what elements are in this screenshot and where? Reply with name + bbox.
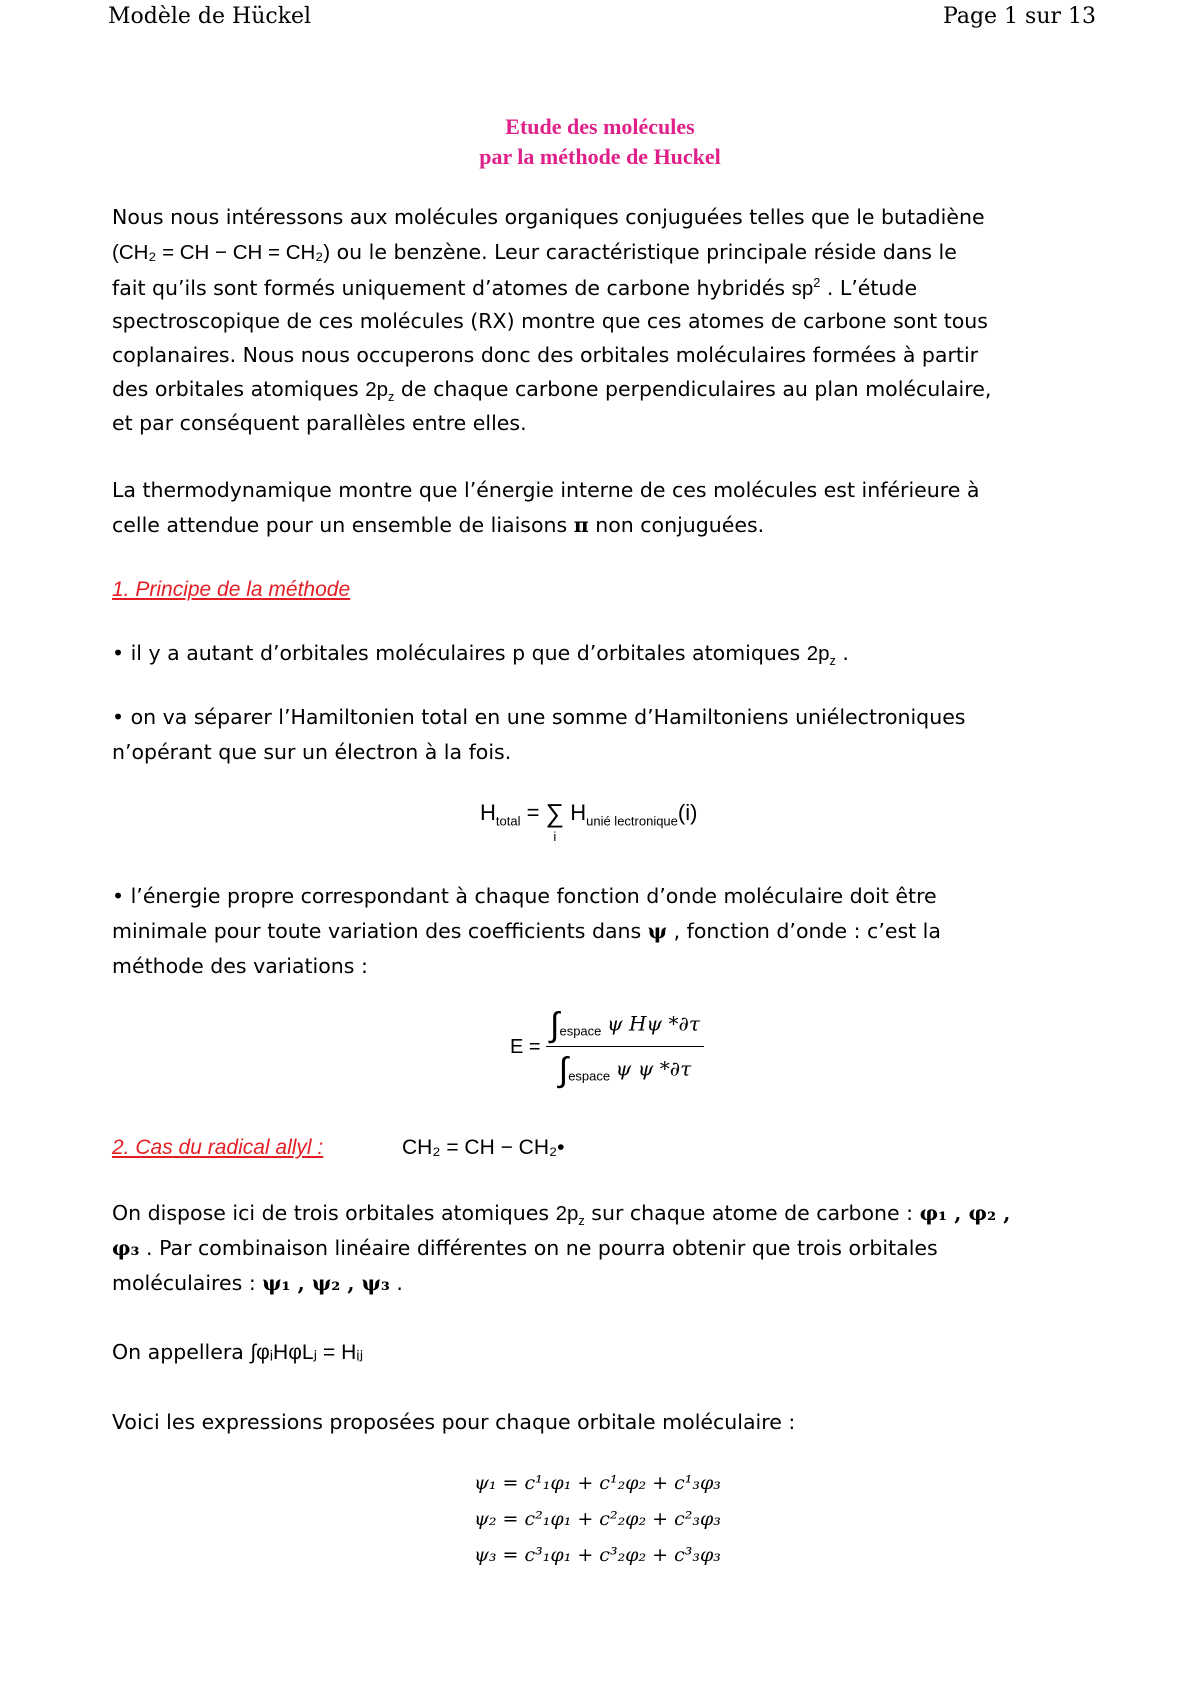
running-header-title: Modèle de Hückel [108, 4, 312, 29]
bullet-3-line-2 [112, 919, 941, 943]
bullet-3-line-3: méthode des variations : [112, 954, 368, 978]
sum-symbol: ∑ [545, 798, 565, 828]
intro-line-6 [112, 377, 991, 404]
document-title-line1: Etude des molécules [505, 114, 695, 139]
phi-symbols: φ₁ , φ₂ , [919, 1201, 1011, 1225]
bullet-2-line-2: n’opérant que sur un électron à la fois. [112, 740, 512, 764]
section-2-line-1-a: On dispose ici de trois orbitales atomiques [112, 1201, 556, 1225]
intro-line-1: Nous nous intéressons aux molécules organiques conjuguées telles que le butadiène [112, 205, 985, 229]
energy-fraction: $\frac{\int_{espace} \psi H\psi *\partial\tau}{\int_{espace} \psi \psi *\partial\tau}$ [546, 1008, 704, 1087]
pi-symbol: π [573, 513, 589, 537]
bullet-3-line-2-b: , fonction d’onde : c’est la [667, 919, 941, 943]
psi3-expression: ψ₃ = c³₁φ₁ + c³₂φ₂ + c³₃φ₃ [474, 1544, 721, 1566]
intro-line-3-text: fait qu’ils sont formés uniquement d’atomes de carbone hybridés [112, 275, 792, 300]
psi2-expression: ψ₂ = c²₁φ₁ + c²₂φ₂ + c²₃φ₃ [474, 1508, 721, 1530]
bullet-2-line-1: • on va séparer l’Hamiltonien total en une somme d’Hamiltoniens uniélectroniques [112, 705, 966, 729]
thermo-line-2-a: celle attendue pour un ensemble de liaisons [112, 513, 574, 537]
expressions-intro: Voici les expressions proposées pour chaque orbitale moléculaire : [112, 1410, 796, 1434]
section-2-line-3-end: . [389, 1271, 403, 1295]
definition-line [112, 1340, 363, 1365]
bullet-1 [112, 641, 849, 668]
variational-energy-equation: E = $\frac{\int_{espace} \psi H\psi *\partial\tau}{\int_{espace} \psi \psi *\partial\tau}$ [510, 1008, 704, 1087]
thermo-line-2 [112, 513, 764, 537]
intro-line-2 [112, 240, 957, 265]
section-2-line-2 [112, 1236, 938, 1260]
sp2-hybrid: $sp^2$ [791, 275, 821, 300]
document-title-line2: par la méthode de Huckel [479, 144, 721, 169]
section-2-line-2-text: . Par combinaison linéaire différentes on ne pourra obtenir que trois orbitales [139, 1236, 938, 1260]
intro-line-2-text: ou le benzène. Leur caractéristique principale réside dans le [330, 240, 957, 264]
allyl-radical-formula: CH₂ = CH − CH₂• [402, 1136, 565, 1159]
psi1-expression: ψ₁ = c¹₁φ₁ + c¹₂φ₂ + c¹₃φ₃ [474, 1472, 721, 1494]
bullet-3-line-1: • l’énergie propre correspondant à chaque fonction d’onde moléculaire doit être [112, 884, 937, 908]
intro-line-3 [112, 275, 917, 301]
intro-line-6-a: des orbitales atomiques [112, 377, 366, 401]
section-2-line-1-b: sur chaque atome de carbone : [584, 1201, 920, 1225]
definition-text: On appellera [112, 1340, 251, 1364]
butadiene-formula: (CH₂ = CH − CH = CH₂) [112, 241, 331, 264]
thermo-line-1: La thermodynamique montre que l’énergie interne de ces molécules est inférieure à [112, 478, 980, 502]
psi-symbol: ψ [647, 919, 668, 943]
thermo-line-2-b: non conjuguées. [588, 513, 765, 537]
orbital-2pz: $2p_z$ [806, 642, 836, 669]
intro-line-7: et par conséquent parallèles entre elles. [112, 411, 527, 435]
bullet-3-line-2-a: minimale pour toute variation des coefficients dans [112, 919, 648, 943]
section-1-heading: 1. Principe de la méthode [112, 578, 351, 601]
hij-integral: ∫φᵢHφLⱼ = Hᵢⱼ [250, 1341, 364, 1364]
orbital-2pz: $2p_z$ [365, 378, 395, 405]
page-number: Page 1 sur 13 [943, 4, 1096, 29]
section-2-line-3 [112, 1271, 403, 1295]
bullet-1-text: • il y a autant d’orbitales moléculaires p que d’orbitales atomiques [112, 641, 807, 665]
intro-line-6-b: de chaque carbone perpendiculaires au plan moléculaire, [394, 377, 992, 401]
intro-line-5: coplanaires. Nous nous occuperons donc des orbitales moléculaires formées à partir [112, 343, 979, 367]
hamiltonian-equation: $H_{total}$ = ∑ i $H_{unié lectronique}(i)$ [480, 798, 698, 844]
intro-line-4: spectroscopique de ces molécules (RX) montre que ces atomes de carbone sont tous [112, 309, 988, 333]
section-2-line-3-a: moléculaires : [112, 1271, 263, 1295]
orbital-2pz: $2p_z$ [555, 1202, 585, 1229]
section-2-line-1 [112, 1201, 1010, 1228]
bullet-1-end: . [835, 641, 849, 665]
psi-symbols: ψ₁ , ψ₂ , ψ₃ [262, 1271, 390, 1295]
section-2-heading: 2. Cas du radical allyl : [112, 1136, 324, 1159]
intro-line-3-end: . L’étude [820, 275, 918, 300]
phi3-symbol: φ₃ [112, 1236, 140, 1260]
